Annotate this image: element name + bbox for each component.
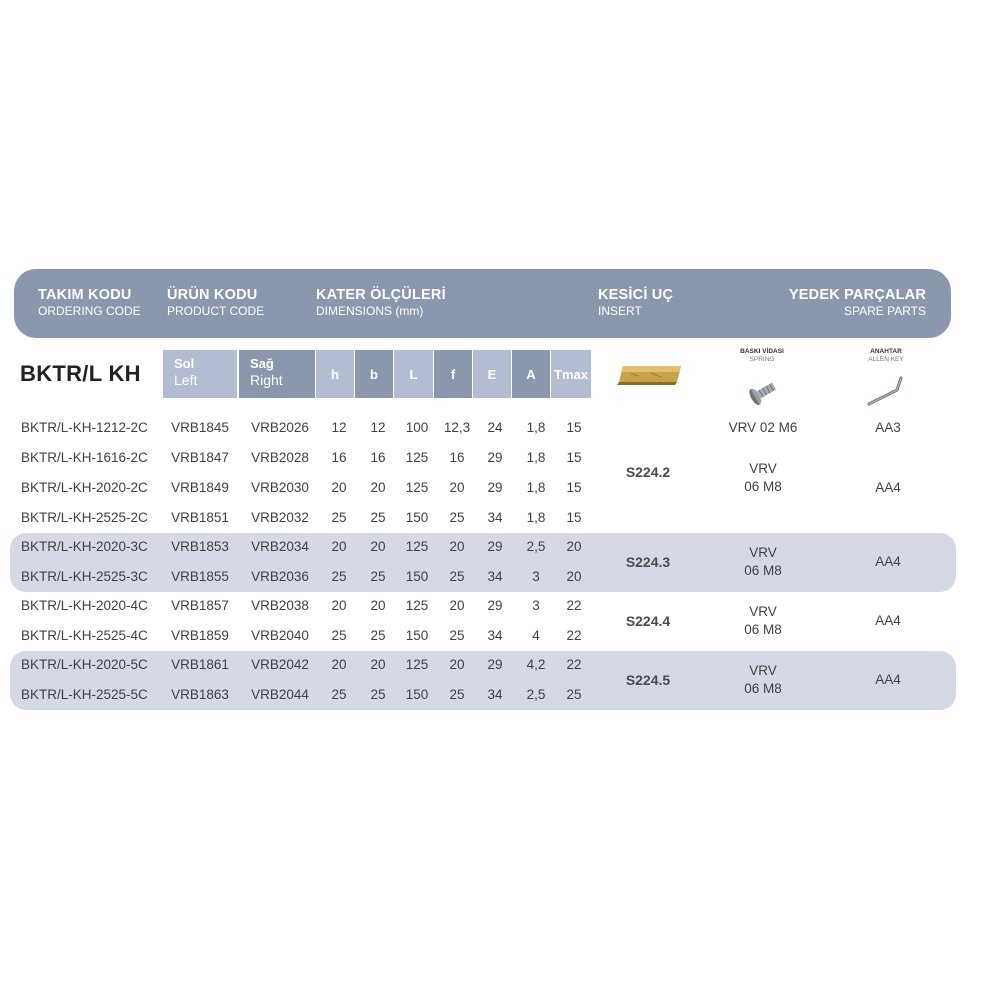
cell-f: 16 [449,450,465,465]
cell-e: 34 [487,687,503,702]
cell-l: 125 [405,598,429,613]
cell-f: 25 [449,628,465,643]
cell-b: 25 [370,628,386,643]
cell-h: 25 [331,628,347,643]
cell-h: 25 [331,687,347,702]
cell-tmax: 15 [566,420,582,435]
cell-tmax: 20 [566,539,582,554]
header-spare-en: SPARE PARTS [843,304,926,318]
cell-a: 4 [532,628,540,643]
cell-left: VRB1851 [171,510,229,525]
table-header-band [14,269,951,338]
spring-label-en: SPRING [749,356,775,363]
cell-l: 125 [405,539,429,554]
cell-tmax: 15 [566,480,582,495]
cell-e: 34 [487,510,503,525]
colhead-f: f [434,350,472,398]
cell-h: 20 [331,539,347,554]
cell-a: 2,5 [526,539,546,554]
cell-left: VRB1847 [171,450,229,465]
screw-code-g1a: VRV 02 M6 [728,420,798,435]
header-insert-tr: KESİCİ UÇ [598,287,674,303]
cell-f: 20 [449,657,465,672]
cell-e: 34 [487,569,503,584]
cell-right: VRB2028 [251,450,309,465]
colhead-E: E [473,350,511,398]
cell-a: 1,8 [526,450,546,465]
key-code-g2: AA4 [875,554,901,569]
cell-tmax: 22 [566,628,582,643]
cell-a: 4,2 [526,657,546,672]
header-dimensions-tr: KATER ÖLÇÜLERİ [316,287,446,303]
cell-h: 20 [331,480,347,495]
allen-key-label [868,348,903,364]
cell-f: 25 [449,510,465,525]
cell-tmax: 20 [566,569,582,584]
cell-right: VRB2026 [251,420,309,435]
header-product-code [167,287,264,319]
cell-left: VRB1861 [171,657,229,672]
cell-code: BKTR/L-KH-1212-2C [21,420,148,435]
cell-left: VRB1855 [171,569,229,584]
model-title: BKTR/L KH [20,361,141,386]
cell-right: VRB2044 [251,687,309,702]
cell-f: 20 [449,598,465,613]
cell-l: 125 [405,480,429,495]
cell-l: 150 [405,687,429,702]
cell-b: 20 [370,657,386,672]
cell-l: 100 [405,420,429,435]
header-product-en: PRODUCT CODE [167,304,265,318]
cell-left: VRB1859 [171,628,229,643]
insert-icon [617,364,683,386]
cell-a: 3 [532,569,540,584]
cell-f: 25 [449,569,465,584]
screw-code-g1b [744,460,782,496]
cell-e: 29 [487,480,503,495]
header-dimensions-en: DIMENSIONS (mm) [316,304,424,318]
cell-right: VRB2032 [251,510,309,525]
cell-e: 29 [487,598,503,613]
cell-code: BKTR/L-KH-2525-4C [21,628,148,643]
colhead-right-tr: Sağ [250,356,274,371]
cell-b: 25 [370,510,386,525]
colhead-left-tr: Sol [174,356,195,371]
header-product-tr: ÜRÜN KODU [167,287,258,303]
cell-right: VRB2036 [251,569,309,584]
screw-code-g3 [744,603,782,639]
cell-left: VRB1849 [171,480,229,495]
cell-h: 20 [331,598,347,613]
screw-code-g4-line2: 06 M8 [744,681,782,696]
header-dimensions [316,287,446,319]
header-ordering-tr: TAKIM KODU [38,287,132,303]
header-spare-tr: YEDEK PARÇALAR [788,287,926,303]
cell-right: VRB2040 [251,628,309,643]
cell-left: VRB1863 [171,687,229,702]
cell-b: 25 [370,687,386,702]
screw-code-g1b-line2: 06 M8 [744,479,782,494]
cell-code: BKTR/L-KH-2525-2C [21,510,148,525]
screw-code-g4 [744,662,782,698]
cell-code: BKTR/L-KH-2525-5C [21,687,148,702]
header-ordering-en: ORDERING CODE [38,304,141,318]
screw-code-g2-line1: VRV [749,545,777,560]
colhead-left [163,350,237,398]
key-code-g1a: AA3 [875,420,901,435]
cell-l: 150 [405,628,429,643]
cell-b: 20 [370,598,386,613]
screw-icon [742,378,782,408]
colhead-L: L [394,350,433,398]
allen-key-label-tr: ANAHTAR [870,348,902,355]
group-stripe-3c [10,533,956,592]
screw-code-g3-line2: 06 M8 [744,622,782,637]
cell-code: BKTR/L-KH-2020-4C [21,598,148,613]
cell-code: BKTR/L-KH-2020-5C [21,657,148,672]
cell-a: 2,5 [526,687,546,702]
screw-code-g2 [744,544,782,580]
cell-tmax: 25 [566,687,582,702]
key-code-g1b: AA4 [875,480,901,495]
cell-e: 29 [487,539,503,554]
cell-b: 20 [370,480,386,495]
cell-h: 25 [331,569,347,584]
allen-key-label-en: ALLEN KEY [868,356,904,363]
spring-label-tr: BASKI VİDASI [740,348,784,355]
cell-e: 29 [487,450,503,465]
screw-code-g2-line2: 06 M8 [744,563,782,578]
colhead-left-en: Left [174,372,198,388]
cell-tmax: 15 [566,510,582,525]
insert-code-g2: S224.3 [625,554,671,570]
insert-code-g4: S224.5 [625,672,671,688]
cell-f: 25 [449,687,465,702]
cell-l: 150 [405,569,429,584]
header-spare-parts [789,287,926,319]
cell-l: 150 [405,510,429,525]
cell-a: 3 [532,598,540,613]
insert-code-g1: S224.2 [625,464,671,480]
header-ordering-code [38,287,141,319]
cell-tmax: 22 [566,657,582,672]
colhead-b: b [355,350,393,398]
cell-b: 20 [370,539,386,554]
cell-e: 29 [487,657,503,672]
cell-f: 20 [449,539,465,554]
cell-h: 16 [331,450,347,465]
cell-code: BKTR/L-KH-2525-3C [21,569,148,584]
cell-right: VRB2042 [251,657,309,672]
cell-e: 34 [487,628,503,643]
screw-code-g3-line1: VRV [749,604,777,619]
cell-left: VRB1845 [171,420,229,435]
group-stripe-5c [10,651,956,710]
cell-b: 12 [370,420,386,435]
colhead-right [239,350,315,398]
colhead-A: A [512,350,550,398]
screw-code-g4-line1: VRV [749,663,777,678]
cell-b: 25 [370,569,386,584]
cell-b: 16 [370,450,386,465]
cell-left: VRB1857 [171,598,229,613]
cell-right: VRB2030 [251,480,309,495]
screw-code-g1b-line1: VRV [749,461,777,476]
cell-a: 1,8 [526,420,546,435]
cell-a: 1,8 [526,510,546,525]
cell-h: 20 [331,657,347,672]
cell-h: 12 [331,420,347,435]
cell-left: VRB1853 [171,539,229,554]
header-insert [598,287,673,319]
cell-right: VRB2038 [251,598,309,613]
cell-tmax: 15 [566,450,582,465]
cell-l: 125 [405,450,429,465]
insert-code-g3: S224.4 [625,613,671,629]
key-code-g4: AA4 [875,672,901,687]
cell-h: 25 [331,510,347,525]
spring-label [740,348,784,364]
cell-code: BKTR/L-KH-1616-2C [21,450,148,465]
key-code-g3: AA4 [875,613,901,628]
colhead-Tmax: Tmax [551,350,591,398]
cell-code: BKTR/L-KH-2020-2C [21,480,148,495]
cell-right: VRB2034 [251,539,309,554]
cell-f: 12,3 [443,420,471,435]
colhead-h: h [316,350,354,398]
cell-code: BKTR/L-KH-2020-3C [21,539,148,554]
cell-l: 125 [405,657,429,672]
header-insert-en: INSERT [598,304,642,318]
cell-a: 1,8 [526,480,546,495]
cell-f: 20 [449,480,465,495]
allen-key-icon [866,376,906,408]
cell-e: 24 [487,420,503,435]
colhead-right-en: Right [250,372,283,388]
cell-tmax: 22 [566,598,582,613]
